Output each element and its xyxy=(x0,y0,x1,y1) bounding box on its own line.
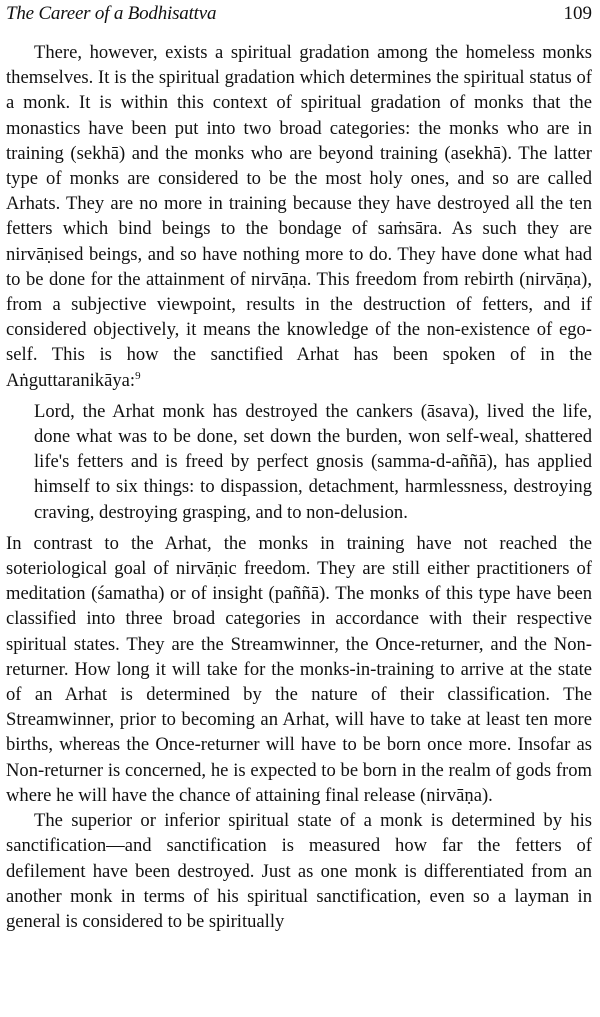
paragraph-monks-in-training xyxy=(6,531,592,808)
paragraph-sanctification xyxy=(6,808,592,934)
paragraph-text: In contrast to the Arhat, the monks in training have not reached the soteriological goal of nirvāṇic freedom. They are still either practitioners of meditation (śamatha) or of insight (paññā). The monks of this type have been classified into three broad categories in accordance with their respective spiritual states. They are the Streamwinner, the Once-returner, and the Non-returner. How long it will take for the monks-in-training to arrive at the state of an Arhat is determined by the nature of their classification. The Streamwinner, prior to becoming an Arhat, will have to take at least ten more births, whereas the Once-returner will have to be born once more. Insofar as Non-returner is concerned, he is expected to be born in the realm of gods from where he will have the chance of attaining final release (nirvāṇa). xyxy=(6,532,592,806)
paragraph-arhat-gradation xyxy=(6,40,592,393)
running-head: The Career of a Bodhisattva xyxy=(6,3,217,24)
body-text xyxy=(6,40,592,934)
quote-text: Lord, the Arhat monk has destroyed the cankers (āsava), lived the life, done what was to be done, set down the burden, won self-weal, shattered life's fetters and is freed by perfect gnosis (samma-d-aññā), has applied himself to six things: to dispassion, detachment, harmlessness, destroying craving, destroying grasping, and to non-delusion. xyxy=(34,400,592,523)
paragraph-text: There, however, exists a spiritual gradation among the homeless monks themselves. It is the spiritual gradation which determines the spiritual status of a monk. It is within this context of spiritual gradation of monks that the monastics have been put into two broad categories: the monks who are in training (sekhā) and the monks who are beyond training (asekhā). The latter type of monks are considered to be the most holy ones, and so are called Arhats. They are no more in training because they have destroyed all the ten fetters which bind beings to the bondage of saṁsāra. As such they are nirvāṇised beings, and so have nothing more to do. They have done what had to be done for the attainment of nirvāṇa. This freedom from rebirth (nirvāṇa), from a subjective viewpoint, results in the destruction of fetters, and if considered objectively, it means the knowledge of the non-existence of ego-self. This is how the sanctified Arhat has been spoken of in the Aṅguttaranikāya: xyxy=(6,42,592,391)
block-quote-anguttaranikaya xyxy=(34,399,592,525)
footnote-ref: 9 xyxy=(135,369,141,382)
paragraph-text: The superior or inferior spiritual state of a monk is determined by his sanctification—and sanctification is measured how far the fetters of defilement have been destroyed. Just as one monk is differentiated from an another monk in terms of his spiritual sanctification, even so a layman in general is considered to be spiritually xyxy=(6,810,592,932)
page-header xyxy=(6,2,592,32)
page-number: 109 xyxy=(563,3,592,24)
